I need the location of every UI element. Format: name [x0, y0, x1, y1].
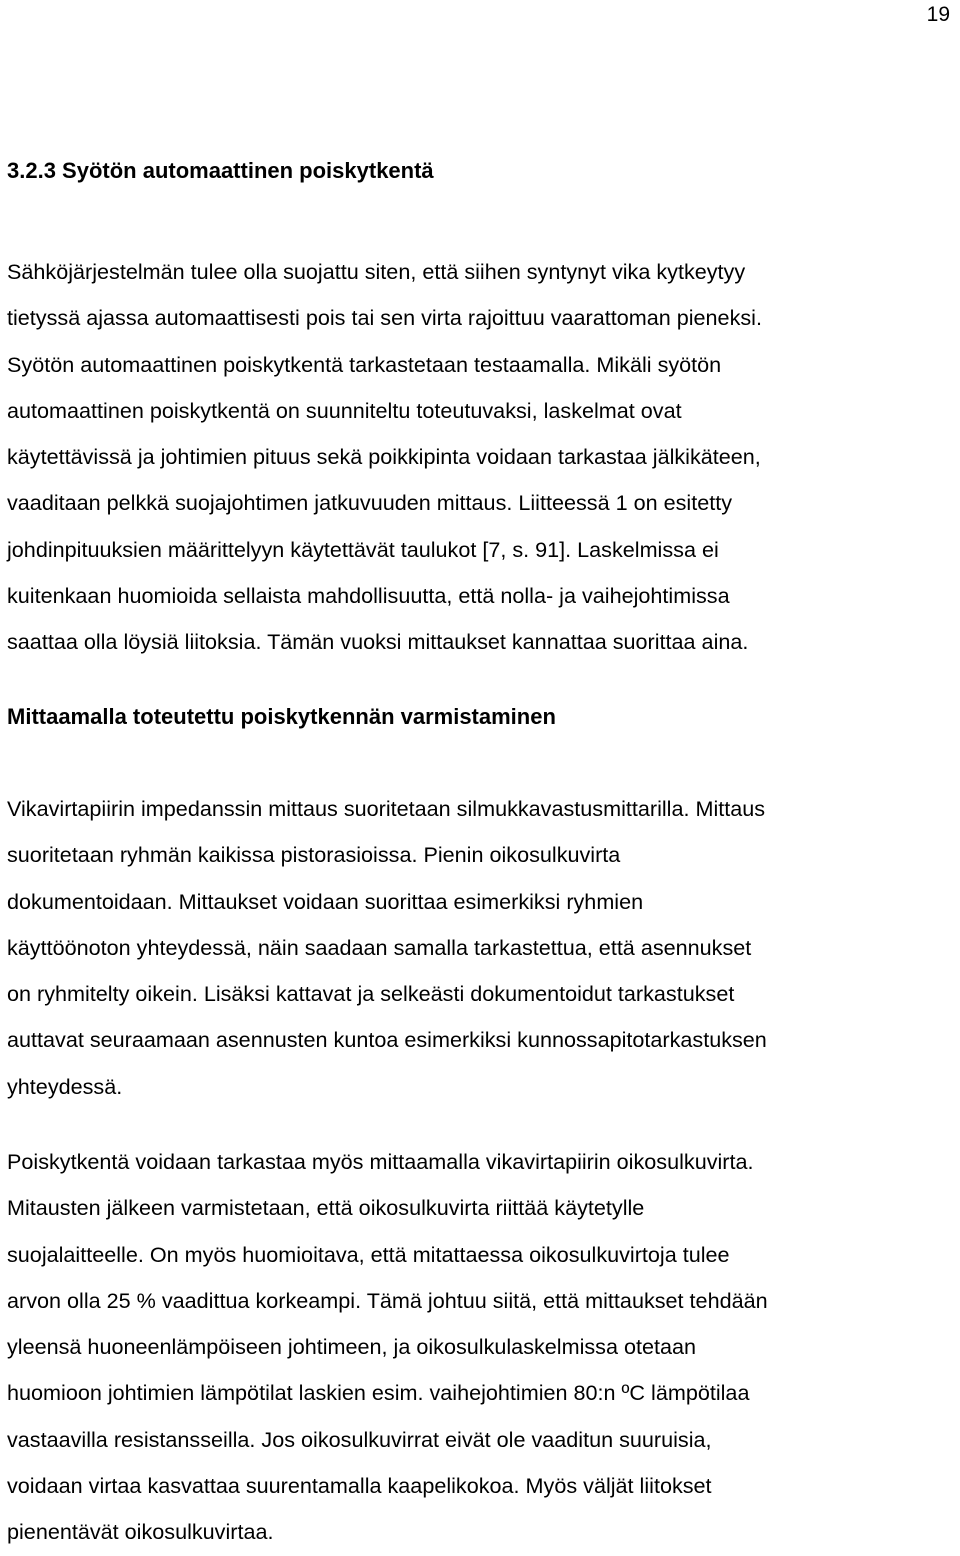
paragraph-impedance-measurement [7, 786, 959, 1110]
paragraph-line: vaaditaan pelkkä suojajohtimen jatkuvuuden mittaus. Liitteessä 1 on esitetty [7, 490, 733, 516]
paragraph-line: arvon olla 25 % vaadittua korkeampi. Tämä johtuu siitä, että mittaukset tehdään [7, 1287, 768, 1313]
paragraph-line: pienentävät oikosulkuvirtaa. [7, 1519, 274, 1545]
paragraph-line: suoritetaan ryhmän kaikissa pistorasioissa. Pienin oikosulkuvirta [7, 842, 621, 868]
paragraph-line: Sähköjärjestelmän tulee olla suojattu siten, että siihen syntynyt vika kytkeytyy [7, 259, 746, 284]
paragraph-line: auttavat seuraamaan asennusten kuntoa esimerkiksi kunnossapitotarkastuksen [7, 1027, 767, 1053]
page-number: 19 [926, 3, 950, 26]
section-heading: 3.2.3 Syötön automaattinen poiskytkentä [7, 158, 434, 183]
paragraph-line: suojalaitteelle. On myös huomioitava, että mitattaessa oikosulkuvirtoja tulee [7, 1241, 730, 1267]
paragraph-line: Mitausten jälkeen varmistetaan, että oikosulkuvirta riittää käytetylle [7, 1195, 645, 1221]
paragraph-line: kuitenkaan huomioida sellaista mahdollisuutta, että nolla- ja vaihejohtimissa [7, 583, 730, 609]
subheading: Mittaamalla toteutettu poiskytkennän varmistaminen [7, 704, 556, 729]
paragraph-line: Poiskytkentä voidaan tarkastaa myös mittaamalla vikavirtapiirin oikosulkuvirta. [7, 1149, 754, 1174]
paragraph-line: yhteydessä. [7, 1073, 123, 1099]
paragraph-line: johdinpituuksien määrittelyyn käytettävät taulukot [7, s. 91]. Laskelmissa ei [7, 536, 719, 562]
paragraph-line: huomioon johtimien lämpötilat laskien esim. vaihejohtimien 80:n ºC lämpötilaa [7, 1380, 750, 1406]
paragraph-line: voidaan virtaa kasvattaa suurentamalla kaapelikokoa. Myös väljät liitokset [7, 1473, 712, 1499]
paragraph-line: vastaavilla resistansseilla. Jos oikosulkuvirrat eivät ole vaaditun suuruisia, [7, 1426, 712, 1452]
paragraph-line: Vikavirtapiirin impedanssin mittaus suoritetaan silmukkavastusmittarilla. Mittaus [7, 796, 766, 821]
paragraph-line: Syötön automaattinen poiskytkentä tarkastetaan testaamalla. Mikäli syötön [7, 351, 722, 377]
paragraph-line: dokumentoidaan. Mittaukset voidaan suorittaa esimerkiksi ryhmien [7, 888, 644, 914]
paragraph-line: automaattinen poiskytkentä on suunniteltu toteutuvaksi, laskelmat ovat [7, 397, 682, 423]
paragraph-automatic-disconnection [7, 249, 959, 666]
paragraph-line: käyttöönoton yhteydessä, näin saadaan samalla tarkastettua, että asennukset [7, 934, 752, 960]
paragraph-short-circuit-current [7, 1139, 959, 1556]
paragraph-line: yleensä huoneenlämpöiseen johtimeen, ja oikosulkulaskelmissa otetaan [7, 1334, 697, 1360]
paragraph-line: saattaa olla löysiä liitoksia. Tämän vuoksi mittaukset kannattaa suorittaa aina. [7, 629, 749, 655]
paragraph-line: käytettävissä ja johtimien pituus sekä poikkipinta voidaan tarkastaa jälkikäteen, [7, 444, 761, 470]
paragraph-line: tietyssä ajassa automaattisesti pois tai sen virta rajoittuu vaarattoman pieneksi. [7, 305, 762, 331]
paragraph-line: on ryhmitelty oikein. Lisäksi kattavat ja selkeästi dokumentoidut tarkastukset [7, 981, 735, 1007]
